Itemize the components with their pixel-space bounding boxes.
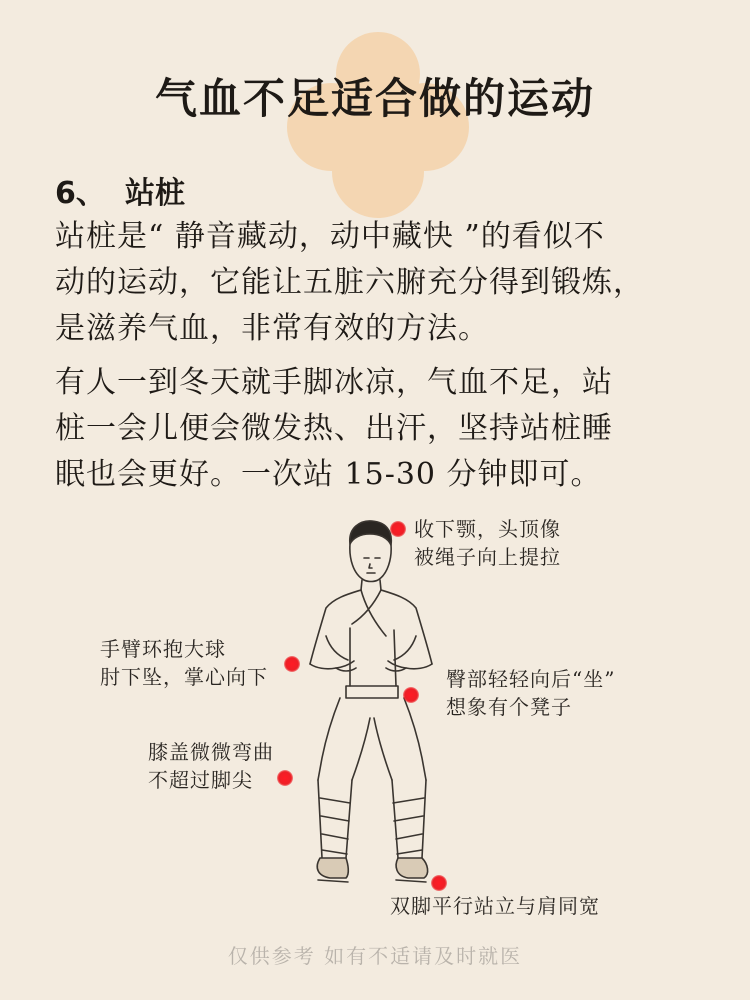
annotation-line: 手臂环抱大球 <box>100 637 226 661</box>
annotation-feet <box>390 892 600 920</box>
paragraph-line: 是滋养气血，非常有效的方法。 <box>55 311 489 346</box>
annotation-line: 被绳子向上提拉 <box>414 545 561 569</box>
annotation-line: 双脚平行站立与肩同宽 <box>390 894 600 918</box>
annotation-hips <box>446 665 615 721</box>
marker-dot-feet <box>431 875 447 891</box>
paragraph-line: 桩一会儿便会微发热、出汗，坚持站桩睡 <box>55 411 613 446</box>
marker-dot-arms <box>284 656 300 672</box>
standing-figure-illustration <box>290 518 450 890</box>
annotation-head <box>414 515 561 571</box>
section-number: 6、 <box>55 176 106 211</box>
marker-dot-head <box>390 521 406 537</box>
annotation-line: 不超过脚尖 <box>148 768 253 792</box>
annotation-arms <box>100 635 268 691</box>
paragraph-intro <box>55 214 705 352</box>
marker-dot-hips <box>403 687 419 703</box>
paragraph-line: 站桩是“ 静音藏动，动中藏快 ”的看似不 <box>55 219 605 254</box>
paragraph-line: 有人一到冬天就手脚冰凉，气血不足，站 <box>55 365 613 400</box>
annotation-line: 想象有个凳子 <box>446 695 572 719</box>
annotation-knees <box>148 738 274 794</box>
annotation-line: 臀部轻轻向后“坐” <box>446 667 616 691</box>
annotation-line: 肘下坠，掌心向下 <box>100 665 268 689</box>
annotation-line: 收下颚，头顶像 <box>414 517 561 541</box>
section-title: 站桩 <box>125 176 185 211</box>
page-title: 气血不足适合做的运动 <box>154 74 595 123</box>
paragraph-line: 眠也会更好。一次站 15-30 分钟即可。 <box>55 457 602 492</box>
paragraph-benefits <box>55 360 705 498</box>
marker-dot-knees <box>277 770 293 786</box>
disclaimer-footer: 仅供参考 如有不适请及时就医 <box>227 944 523 968</box>
section-heading <box>55 168 185 212</box>
paragraph-line: 动的运动，它能让五脏六腑充分得到锻炼， <box>55 265 644 300</box>
annotation-line: 膝盖微微弯曲 <box>148 740 274 764</box>
